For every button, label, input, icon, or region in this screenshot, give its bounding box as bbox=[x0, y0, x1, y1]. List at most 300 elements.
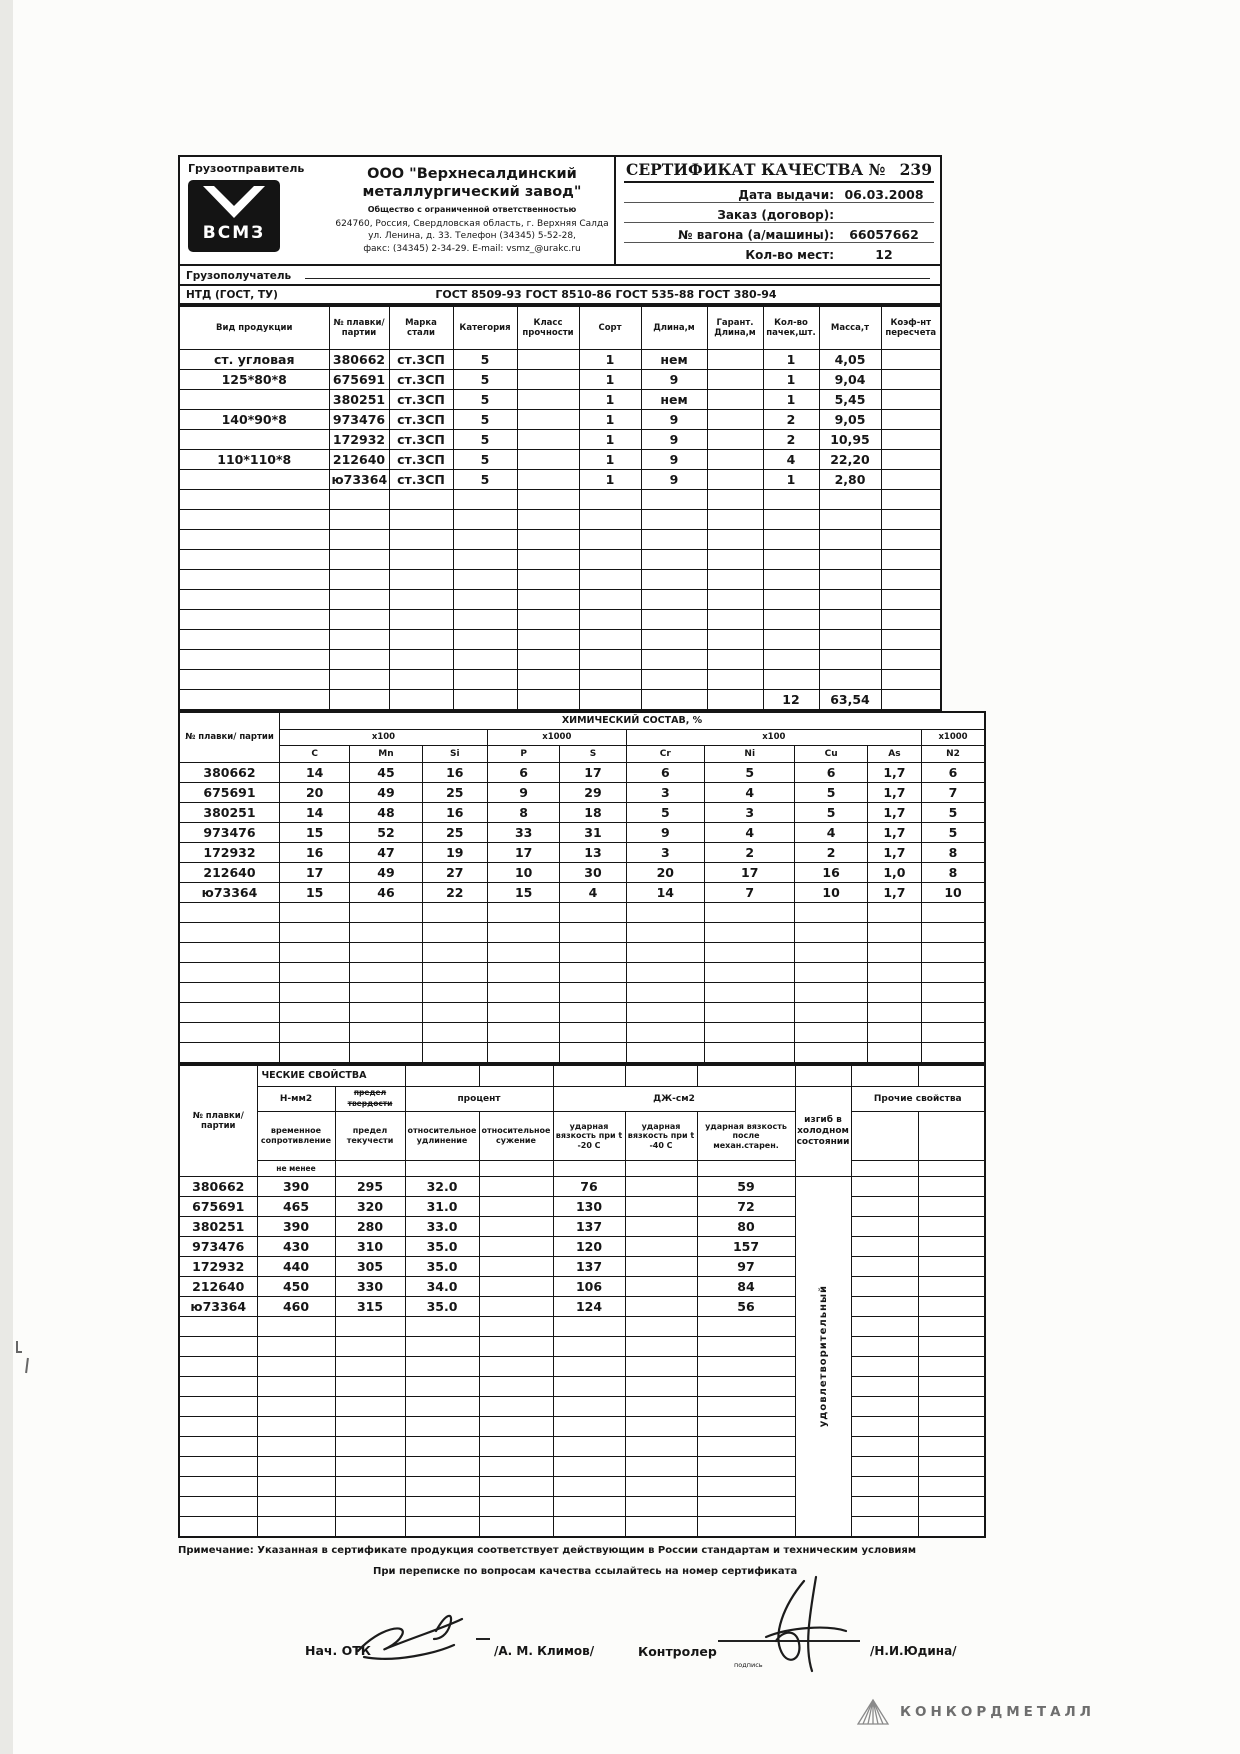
cell: 465 bbox=[257, 1197, 335, 1217]
cell: 1 bbox=[579, 410, 641, 430]
cell: 1,7 bbox=[867, 823, 921, 843]
table-row bbox=[179, 1257, 985, 1277]
table-row bbox=[179, 550, 941, 570]
cell: 5 bbox=[453, 350, 517, 370]
cell bbox=[922, 963, 985, 983]
cell bbox=[389, 630, 453, 650]
cell: 5 bbox=[453, 430, 517, 450]
cell bbox=[625, 1377, 697, 1397]
chem-id-header: № плавки/ партии bbox=[179, 712, 279, 763]
cell bbox=[179, 1357, 257, 1377]
cell bbox=[517, 430, 579, 450]
cell bbox=[179, 1317, 257, 1337]
cell bbox=[922, 1003, 985, 1023]
cell bbox=[560, 1003, 626, 1023]
cell: 10 bbox=[922, 883, 985, 903]
cell bbox=[389, 650, 453, 670]
cell bbox=[179, 1437, 257, 1457]
note-compliance: Примечание: Указанная в сертификате продукция соответствует действующим в России стандартам и техническим условиям bbox=[178, 1545, 917, 1556]
cell bbox=[350, 943, 422, 963]
cell bbox=[179, 610, 329, 630]
cell bbox=[641, 570, 707, 590]
cell bbox=[329, 690, 389, 711]
cell: 63,54 bbox=[819, 690, 881, 711]
cell: 5 bbox=[453, 390, 517, 410]
cell: 8 bbox=[487, 803, 559, 823]
cell: ст.3СП bbox=[389, 370, 453, 390]
field-label: № вагона (а/машины): bbox=[678, 228, 834, 242]
cell bbox=[517, 590, 579, 610]
cell bbox=[329, 610, 389, 630]
mech-not-less: не менее bbox=[257, 1161, 335, 1177]
cell: 110*110*8 bbox=[179, 450, 329, 470]
cell: 1,7 bbox=[867, 783, 921, 803]
cell: ст.3СП bbox=[389, 430, 453, 450]
cell: 130 bbox=[553, 1197, 625, 1217]
cell bbox=[453, 590, 517, 610]
consignee-row bbox=[178, 266, 942, 286]
cell: ст.3СП bbox=[389, 350, 453, 370]
cell bbox=[707, 370, 763, 390]
cell bbox=[479, 1397, 553, 1417]
cell bbox=[579, 610, 641, 630]
cell bbox=[453, 630, 517, 650]
cell: 2 bbox=[795, 843, 867, 863]
mech-group-nmm2: Н-мм2 bbox=[257, 1087, 335, 1112]
element-header: P bbox=[487, 746, 559, 763]
cell: 9 bbox=[641, 450, 707, 470]
cell bbox=[179, 670, 329, 690]
cell bbox=[517, 370, 579, 390]
cell bbox=[279, 923, 349, 943]
cell: 390 bbox=[257, 1177, 335, 1197]
mech-col-tensile: временное сопротивление bbox=[257, 1112, 335, 1161]
cell bbox=[851, 1437, 918, 1457]
cell bbox=[179, 630, 329, 650]
cell bbox=[819, 570, 881, 590]
cell bbox=[517, 490, 579, 510]
col-header: Гарант. Длина,м bbox=[707, 306, 763, 350]
cell bbox=[641, 630, 707, 650]
cell bbox=[918, 1317, 985, 1337]
cell: 2,80 bbox=[819, 470, 881, 490]
cell bbox=[517, 450, 579, 470]
cell bbox=[405, 1497, 479, 1517]
cell bbox=[517, 570, 579, 590]
cell bbox=[881, 370, 941, 390]
cell: 380251 bbox=[179, 1217, 257, 1237]
cell: 1 bbox=[579, 430, 641, 450]
mech-col-impact-aged: ударная вязкость после механ.старен. bbox=[697, 1112, 795, 1161]
mech-col-contraction: относительное сужение bbox=[479, 1112, 553, 1161]
cell bbox=[179, 650, 329, 670]
cell bbox=[763, 550, 819, 570]
cell bbox=[389, 550, 453, 570]
cell bbox=[479, 1477, 553, 1497]
cell: 172932 bbox=[329, 430, 389, 450]
cell bbox=[453, 550, 517, 570]
cell bbox=[553, 1517, 625, 1538]
cell: 25 bbox=[422, 823, 487, 843]
shipper-label: Грузоотправитель bbox=[188, 162, 305, 175]
element-header: Cr bbox=[626, 746, 704, 763]
chem-tbody bbox=[179, 763, 985, 1064]
cell bbox=[697, 1377, 795, 1397]
cell: 440 bbox=[257, 1257, 335, 1277]
cell: 52 bbox=[350, 823, 422, 843]
cell bbox=[405, 1337, 479, 1357]
cell: 280 bbox=[335, 1217, 405, 1237]
cell bbox=[257, 1437, 335, 1457]
cell bbox=[763, 530, 819, 550]
cell bbox=[705, 903, 795, 923]
cell bbox=[389, 530, 453, 550]
table-row bbox=[179, 963, 985, 983]
field-wagon-number bbox=[624, 223, 934, 243]
cell bbox=[819, 510, 881, 530]
bend-result-cell: удовлетворительный bbox=[795, 1177, 851, 1538]
cell bbox=[707, 650, 763, 670]
table-row bbox=[179, 1497, 985, 1517]
cell: 13 bbox=[560, 843, 626, 863]
table-row bbox=[179, 1377, 985, 1397]
table-row bbox=[179, 390, 941, 410]
table-row bbox=[179, 430, 941, 450]
table-row bbox=[179, 783, 985, 803]
col-header: Вид продукции bbox=[179, 306, 329, 350]
cell bbox=[641, 610, 707, 630]
cell bbox=[625, 1457, 697, 1477]
mech-group-row bbox=[179, 1087, 985, 1112]
cell bbox=[553, 1477, 625, 1497]
certificate-info-block bbox=[614, 157, 940, 264]
table-row bbox=[179, 903, 985, 923]
cell: нем bbox=[641, 390, 707, 410]
cell bbox=[641, 530, 707, 550]
cell bbox=[389, 670, 453, 690]
cell bbox=[487, 983, 559, 1003]
cell bbox=[179, 1023, 279, 1043]
cell bbox=[707, 430, 763, 450]
cell: 120 bbox=[553, 1237, 625, 1257]
chemical-composition-table bbox=[178, 711, 986, 1064]
cell: 56 bbox=[697, 1297, 795, 1317]
cell bbox=[405, 1517, 479, 1538]
cell: 9 bbox=[641, 370, 707, 390]
cell: 7 bbox=[922, 783, 985, 803]
cell bbox=[579, 590, 641, 610]
cell bbox=[851, 1277, 918, 1297]
otk-head-label: Нач. ОТК bbox=[305, 1643, 371, 1658]
cell bbox=[405, 1397, 479, 1417]
cell bbox=[335, 1497, 405, 1517]
cell bbox=[697, 1317, 795, 1337]
cell bbox=[918, 1177, 985, 1197]
cell bbox=[329, 630, 389, 650]
cell bbox=[922, 903, 985, 923]
cell bbox=[479, 1177, 553, 1197]
cell: ст.3СП bbox=[389, 410, 453, 430]
cell bbox=[763, 590, 819, 610]
cell bbox=[179, 983, 279, 1003]
cell bbox=[625, 1497, 697, 1517]
cell bbox=[335, 1437, 405, 1457]
cell bbox=[625, 1317, 697, 1337]
cell: 380662 bbox=[179, 1177, 257, 1197]
cell bbox=[422, 1023, 487, 1043]
empty-header bbox=[553, 1161, 625, 1177]
cell: ю73364 bbox=[329, 470, 389, 490]
cell bbox=[819, 610, 881, 630]
field-issue-date bbox=[624, 183, 934, 203]
empty-header bbox=[335, 1161, 405, 1177]
field-label: Дата выдачи: bbox=[738, 188, 834, 202]
element-header: Cu bbox=[795, 746, 867, 763]
cell: 27 bbox=[422, 863, 487, 883]
cell bbox=[697, 1457, 795, 1477]
col-header: Класс прочности bbox=[517, 306, 579, 350]
cell bbox=[560, 903, 626, 923]
cell bbox=[881, 550, 941, 570]
logo-text: ВСМЗ bbox=[202, 223, 266, 243]
table-row bbox=[179, 843, 985, 863]
cell bbox=[279, 1043, 349, 1064]
cell: 9 bbox=[487, 783, 559, 803]
cell bbox=[707, 410, 763, 430]
cell bbox=[705, 963, 795, 983]
cell bbox=[707, 510, 763, 530]
cell: 137 bbox=[553, 1257, 625, 1277]
cell bbox=[350, 923, 422, 943]
field-places-count bbox=[624, 243, 934, 262]
cell bbox=[179, 510, 329, 530]
cell bbox=[350, 983, 422, 1003]
cell bbox=[918, 1477, 985, 1497]
cell bbox=[625, 1517, 697, 1538]
cell: 7 bbox=[705, 883, 795, 903]
cell bbox=[641, 590, 707, 610]
cell bbox=[179, 1457, 257, 1477]
table-row bbox=[179, 1417, 985, 1437]
cell bbox=[517, 510, 579, 530]
table-row bbox=[179, 1317, 985, 1337]
cell: 1,7 bbox=[867, 803, 921, 823]
cell bbox=[795, 963, 867, 983]
cell: 1 bbox=[579, 390, 641, 410]
certificate-document bbox=[178, 155, 990, 1741]
table-row bbox=[179, 1397, 985, 1417]
cell bbox=[179, 1043, 279, 1064]
table-row bbox=[179, 350, 941, 370]
cell bbox=[487, 943, 559, 963]
cell: 2 bbox=[763, 410, 819, 430]
cell bbox=[179, 923, 279, 943]
empty-header bbox=[918, 1065, 985, 1087]
cell bbox=[553, 1397, 625, 1417]
cell bbox=[329, 650, 389, 670]
cell bbox=[579, 550, 641, 570]
cell bbox=[918, 1457, 985, 1477]
cell bbox=[179, 903, 279, 923]
ntd-row bbox=[178, 286, 942, 305]
cell bbox=[881, 470, 941, 490]
cell: 10 bbox=[487, 863, 559, 883]
cell bbox=[335, 1337, 405, 1357]
cell: 5 bbox=[453, 370, 517, 390]
cell: 14 bbox=[626, 883, 704, 903]
cell bbox=[405, 1457, 479, 1477]
cell bbox=[707, 630, 763, 650]
cell: ст. угловая bbox=[179, 350, 329, 370]
cell bbox=[626, 1003, 704, 1023]
cell bbox=[626, 1023, 704, 1043]
cell bbox=[918, 1197, 985, 1217]
empty-header bbox=[479, 1065, 553, 1087]
cell: 2 bbox=[763, 430, 819, 450]
cell: 49 bbox=[350, 863, 422, 883]
element-header: Si bbox=[422, 746, 487, 763]
cell bbox=[625, 1277, 697, 1297]
cell bbox=[479, 1277, 553, 1297]
cell bbox=[453, 610, 517, 630]
cell bbox=[579, 570, 641, 590]
mech-section-title: ЧЕСКИЕ СВОЙСТВА bbox=[257, 1065, 405, 1087]
cell bbox=[453, 530, 517, 550]
note-reference: При переписке по вопросам качества ссылайтесь на номер сертификата bbox=[373, 1566, 798, 1577]
cell bbox=[279, 1023, 349, 1043]
cell bbox=[560, 983, 626, 1003]
cell bbox=[453, 490, 517, 510]
cell: 4 bbox=[705, 823, 795, 843]
cell: 125*80*8 bbox=[179, 370, 329, 390]
cell bbox=[707, 490, 763, 510]
company-address-line2: ул. Ленина, д. 33. Телефон (34345) 5-52-28, bbox=[368, 231, 576, 242]
mech-col-elongation: относительное удлинение bbox=[405, 1112, 479, 1161]
cell: 32.0 bbox=[405, 1177, 479, 1197]
cell: 5 bbox=[453, 450, 517, 470]
cell: 140*90*8 bbox=[179, 410, 329, 430]
cell: 4 bbox=[560, 883, 626, 903]
cell bbox=[517, 610, 579, 630]
cell bbox=[405, 1477, 479, 1497]
cell: 430 bbox=[257, 1237, 335, 1257]
cell bbox=[329, 490, 389, 510]
cell bbox=[487, 1043, 559, 1064]
cell bbox=[641, 550, 707, 570]
cell bbox=[329, 510, 389, 530]
cell bbox=[179, 690, 329, 711]
element-header: S bbox=[560, 746, 626, 763]
cell: 22,20 bbox=[819, 450, 881, 470]
cell bbox=[851, 1377, 918, 1397]
cell: 17 bbox=[705, 863, 795, 883]
cell bbox=[579, 650, 641, 670]
consignee-blank-line bbox=[305, 268, 930, 279]
cell bbox=[335, 1457, 405, 1477]
cell bbox=[918, 1277, 985, 1297]
cell: 9 bbox=[641, 410, 707, 430]
cell: 35.0 bbox=[405, 1257, 479, 1277]
cell: 47 bbox=[350, 843, 422, 863]
cell bbox=[517, 630, 579, 650]
table-row bbox=[179, 803, 985, 823]
cell: 15 bbox=[279, 883, 349, 903]
cell bbox=[329, 670, 389, 690]
cell bbox=[625, 1217, 697, 1237]
brand-text: КОНКОРДМЕТАЛЛ bbox=[900, 1704, 1095, 1720]
cell bbox=[579, 690, 641, 711]
empty-header bbox=[795, 1065, 851, 1087]
cell bbox=[625, 1357, 697, 1377]
footer-notes bbox=[178, 1545, 990, 1577]
cell bbox=[517, 650, 579, 670]
cell: 5 bbox=[922, 823, 985, 843]
cell: 1,7 bbox=[867, 843, 921, 863]
cell bbox=[179, 1517, 257, 1538]
cell: 15 bbox=[279, 823, 349, 843]
empty-header bbox=[918, 1161, 985, 1177]
cell bbox=[641, 650, 707, 670]
cell bbox=[479, 1297, 553, 1317]
cell bbox=[705, 1043, 795, 1064]
controller-label: Контролер bbox=[638, 1644, 717, 1659]
cell bbox=[350, 1043, 422, 1064]
table-row bbox=[179, 1357, 985, 1377]
table-row bbox=[179, 1457, 985, 1477]
cell: 1,0 bbox=[867, 863, 921, 883]
empty-header bbox=[851, 1112, 918, 1161]
cell bbox=[329, 590, 389, 610]
cell bbox=[881, 590, 941, 610]
cell bbox=[918, 1517, 985, 1538]
struck-text: предел твердости bbox=[347, 1088, 393, 1108]
cell bbox=[918, 1497, 985, 1517]
company-name-line1: ООО "Верхнесалдинский bbox=[367, 166, 577, 182]
cell: 1 bbox=[763, 390, 819, 410]
cell bbox=[851, 1237, 918, 1257]
cell bbox=[851, 1197, 918, 1217]
cell bbox=[579, 630, 641, 650]
cell: 8 bbox=[922, 843, 985, 863]
cell bbox=[918, 1437, 985, 1457]
cell bbox=[560, 923, 626, 943]
cell: 5 bbox=[453, 470, 517, 490]
cell bbox=[881, 490, 941, 510]
cell: 315 bbox=[335, 1297, 405, 1317]
cell bbox=[851, 1517, 918, 1538]
table-row bbox=[179, 1177, 985, 1197]
cell: 1 bbox=[579, 450, 641, 470]
cell bbox=[795, 1023, 867, 1043]
cell: 8 bbox=[922, 863, 985, 883]
empty-header bbox=[479, 1161, 553, 1177]
cell bbox=[329, 550, 389, 570]
cell: 295 bbox=[335, 1177, 405, 1197]
cell bbox=[867, 1043, 921, 1064]
mech-notless-row bbox=[179, 1161, 985, 1177]
empty-header bbox=[697, 1065, 795, 1087]
cell bbox=[479, 1437, 553, 1457]
cell bbox=[257, 1337, 335, 1357]
cell bbox=[795, 923, 867, 943]
cell bbox=[487, 903, 559, 923]
cell: 35.0 bbox=[405, 1297, 479, 1317]
cell bbox=[625, 1337, 697, 1357]
cell bbox=[279, 903, 349, 923]
cell bbox=[517, 550, 579, 570]
cell: 380662 bbox=[179, 763, 279, 783]
cell bbox=[819, 530, 881, 550]
